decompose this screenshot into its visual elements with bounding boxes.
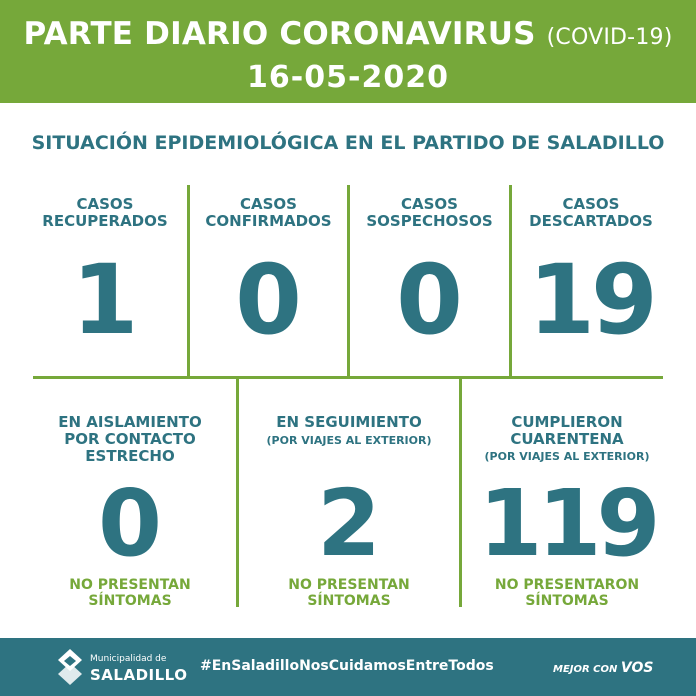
stat-confirmados [190, 196, 347, 376]
stat-value: 2 [316, 470, 381, 577]
report-date: 16-05-2020 [247, 60, 449, 95]
municipality-name: SALADILLO [90, 666, 188, 684]
stat-label: CUARENTENA [510, 430, 624, 448]
footer-bar [0, 638, 696, 696]
stat-label: CUMPLIERON [511, 413, 623, 431]
stat-note: SÍNTOMAS [525, 593, 609, 609]
page-title [0, 16, 696, 52]
section-subtitle: SITUACIÓN EPIDEMIOLÓGICA EN EL PARTIDO DE SALADILLO [31, 132, 665, 154]
stat-label: CONFIRMADOS [205, 212, 332, 230]
stat-label: EN SEGUIMIENTO [276, 413, 422, 431]
title-main: PARTE DIARIO CORONAVIRUS [23, 16, 536, 52]
stat-value: 0 [396, 244, 463, 356]
stat-sospechosos [350, 196, 509, 376]
stat-descartados [512, 196, 670, 376]
stat-label: CASOS [401, 195, 458, 213]
slogan [553, 660, 653, 676]
stat-note: NO PRESENTARON [494, 577, 640, 593]
stat-label: SOSPECHOSOS [366, 212, 493, 230]
slogan-emphasis: VOS [620, 660, 654, 676]
stat-label: POR CONTACTO [64, 430, 196, 448]
stat-value: 1 [71, 244, 139, 356]
stat-note: NO PRESENTAN [69, 577, 191, 593]
stat-sublabel: (POR VIAJES AL EXTERIOR) [484, 450, 650, 463]
stat-value: 0 [97, 470, 162, 577]
stat-label: CASOS [240, 195, 297, 213]
stat-note: SÍNTOMAS [307, 593, 391, 609]
stat-value: 0 [235, 244, 302, 356]
stat-aislamiento [25, 414, 235, 614]
stat-cuarentena [462, 414, 672, 614]
stat-label: DESCARTADOS [529, 212, 653, 230]
stat-label: EN AISLAMIENTO [58, 413, 202, 431]
divider [33, 376, 663, 379]
stat-value: 19 [528, 244, 654, 356]
stat-note: NO PRESENTAN [288, 577, 410, 593]
stat-value: 119 [478, 470, 656, 577]
stat-note: SÍNTOMAS [88, 593, 172, 609]
stat-label: ESTRECHO [85, 447, 175, 465]
hashtag-text: #EnSaladilloNosCuidamosEntreTodos [200, 658, 494, 674]
municipality-label: Municipalidad de [90, 654, 167, 664]
stat-sublabel: (POR VIAJES AL EXTERIOR) [266, 434, 432, 447]
stat-seguimiento [239, 414, 459, 614]
slogan-text: MEJOR CON [553, 664, 618, 675]
stat-recuperados [25, 196, 185, 376]
title-sub: (COVID-19) [546, 25, 673, 50]
stat-label: CASOS [562, 195, 620, 213]
stat-label: CASOS [76, 195, 134, 213]
header-banner [0, 0, 696, 103]
municipality-logo-icon [55, 648, 85, 686]
stat-label: RECUPERADOS [42, 212, 168, 230]
